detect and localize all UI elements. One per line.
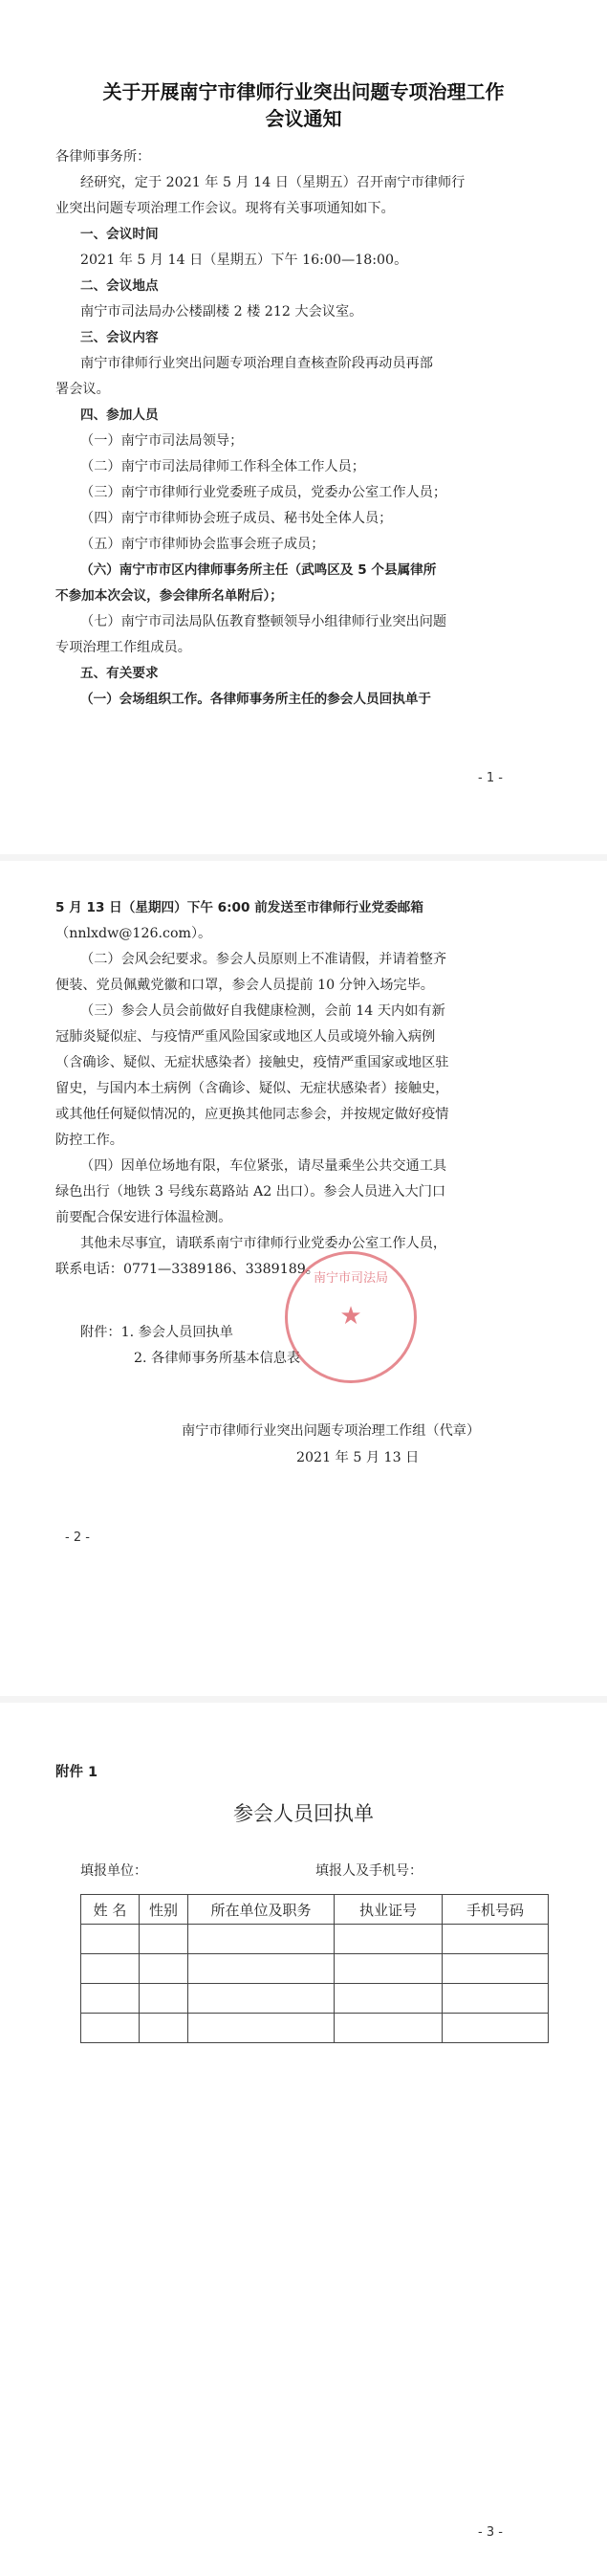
attachment-list-item-2: 2. 各律师事务所基本信息表 (134, 1351, 301, 1366)
other-matters-line-1: 其他未尽事宜，请联系南宁市律师行业党委办公室工作人员， (80, 1236, 447, 1251)
requirement-3-line-1: （三）参会人员会前做好自我健康检测，会前 14 天内如有新 (80, 1003, 445, 1019)
page-number: - 1 - (478, 771, 503, 785)
table-row (81, 1984, 549, 2014)
intro-line-1: 经研究，定于 2021 年 5 月 14 日（星期五）召开南宁市律师行 (80, 175, 466, 190)
official-seal (285, 1251, 417, 1383)
requirement-3-line-5: 或其他任何疑似情况的，应更换其他同志参会，并按规定做好疫情 (55, 1107, 449, 1122)
seal-star-icon: ★ (339, 1302, 362, 1331)
section-heading-participants: 四、参加人员 (80, 407, 159, 423)
requirement-2-line-2: 便装、党员佩戴党徽和口罩，参会人员提前 10 分钟入场完毕。 (55, 978, 434, 993)
participant-item-4: （四）南宁市律师协会班子成员、秘书处全体人员； (80, 511, 393, 526)
table-row (81, 1925, 549, 1954)
participant-item-7-line-1: （七）南宁市司法局队伍教育整顿领导小组律师行业突出问题 (80, 614, 447, 629)
meeting-time: 2021 年 5 月 14 日（星期五）下午 16:00—18:00。 (80, 253, 408, 268)
requirement-1-line-2: 5 月 13 日（星期四）下午 6:00 前发送至市律师行业党委邮箱 (55, 900, 423, 915)
section-heading-requirements: 五、有关要求 (80, 666, 159, 681)
requirement-1-line-1: （一）会场组织工作。各律师事务所主任的参会人员回执单于 (80, 692, 432, 707)
requirement-3-line-6: 防控工作。 (55, 1133, 123, 1148)
attachment-list-item-1: 附件：1. 参会人员回执单 (80, 1325, 233, 1340)
signing-date: 2021 年 5 月 13 日 (296, 1450, 420, 1465)
requirement-4-line-2: 绿色出行（地铁 3 号线东葛路站 A2 出口）。参会人员进入大门口 (55, 1184, 446, 1200)
requirement-4-line-3: 前要配合保安进行体温检测。 (55, 1210, 232, 1225)
meeting-place: 南宁市司法局办公楼副楼 2 楼 212 大会议室。 (80, 304, 363, 319)
salutation: 各律师事务所： (55, 149, 151, 165)
requirement-3-line-3: （含确诊、疑似、无症状感染者）接触史，疫情严重国家或地区驻 (55, 1055, 449, 1070)
notice-title-line-1: 关于开展南宁市律师行业突出问题专项治理工作 (102, 80, 505, 103)
table-header-row (81, 1895, 549, 1925)
table-row (81, 1954, 549, 1984)
attachment-label: 附件 1 (55, 1765, 98, 1780)
content-line-2: 署会议。 (55, 382, 110, 397)
reporting-unit-label: 填报单位： (80, 1863, 147, 1879)
signing-organization: 南宁市律师行业突出问题专项治理工作组（代章） (182, 1423, 481, 1439)
requirement-3-line-2: 冠肺炎疑似症、与疫情严重风险国家或地区人员或境外输入病例 (55, 1029, 436, 1045)
notice-title-line-2: 会议通知 (265, 107, 342, 130)
header-unit-position: 所在单位及职务 (188, 1895, 335, 1925)
header-gender: 性别 (140, 1895, 188, 1925)
participant-item-2: （二）南宁市司法局律师工作科全体工作人员； (80, 459, 365, 474)
header-name: 姓 名 (81, 1895, 140, 1925)
page-3 (0, 1703, 607, 2576)
page-number: - 2 - (65, 1530, 90, 1545)
intro-line-2: 业突出问题专项治理工作会议。现将有关事项通知如下。 (55, 201, 395, 216)
section-heading-time: 一、会议时间 (80, 227, 159, 242)
page-number: - 3 - (478, 2525, 503, 2540)
participant-item-6-line-2: 不参加本次会议，参会律所名单附后）； (55, 588, 283, 604)
reporter-phone-label: 填报人及手机号： (315, 1863, 423, 1879)
form-title: 参会人员回执单 (233, 1802, 374, 1825)
table-row (81, 2014, 549, 2043)
participant-item-3: （三）南宁市律师行业党委班子成员，党委办公室工作人员； (80, 485, 447, 500)
registration-table (80, 1894, 549, 2043)
section-heading-place: 二、会议地点 (80, 278, 159, 294)
page-1 (0, 0, 607, 861)
header-phone: 手机号码 (443, 1895, 549, 1925)
seal-text: 南宁市司法局 (313, 1271, 388, 1286)
requirement-4-line-1: （四）因单位场地有限，车位紧张，请尽量乘坐公共交通工具 (80, 1158, 447, 1174)
other-matters-line-2: 联系电话：0771—3389186、3389189。 (55, 1262, 319, 1277)
participant-item-5: （五）南宁市律师协会监事会班子成员； (80, 537, 325, 552)
requirement-1-line-3: （nnlxdw@126.com）。 (55, 926, 212, 941)
participant-item-6-line-1: （六）南宁市市区内律师事务所主任（武鸣区及 5 个县属律所 (80, 562, 437, 578)
requirement-2-line-1: （二）会风会纪要求。参会人员原则上不准请假，并请着整齐 (80, 952, 447, 967)
participant-item-1: （一）南宁市司法局领导； (80, 433, 244, 449)
requirement-3-line-4: 留史，与国内本土病例（含确诊、疑似、无症状感染者）接触史， (55, 1081, 449, 1096)
section-heading-content: 三、会议内容 (80, 330, 159, 345)
participant-item-7-line-2: 专项治理工作组成员。 (55, 640, 191, 655)
content-line-1: 南宁市律师行业突出问题专项治理自查核查阶段再动员再部 (80, 356, 433, 371)
header-license-number: 执业证号 (335, 1895, 443, 1925)
